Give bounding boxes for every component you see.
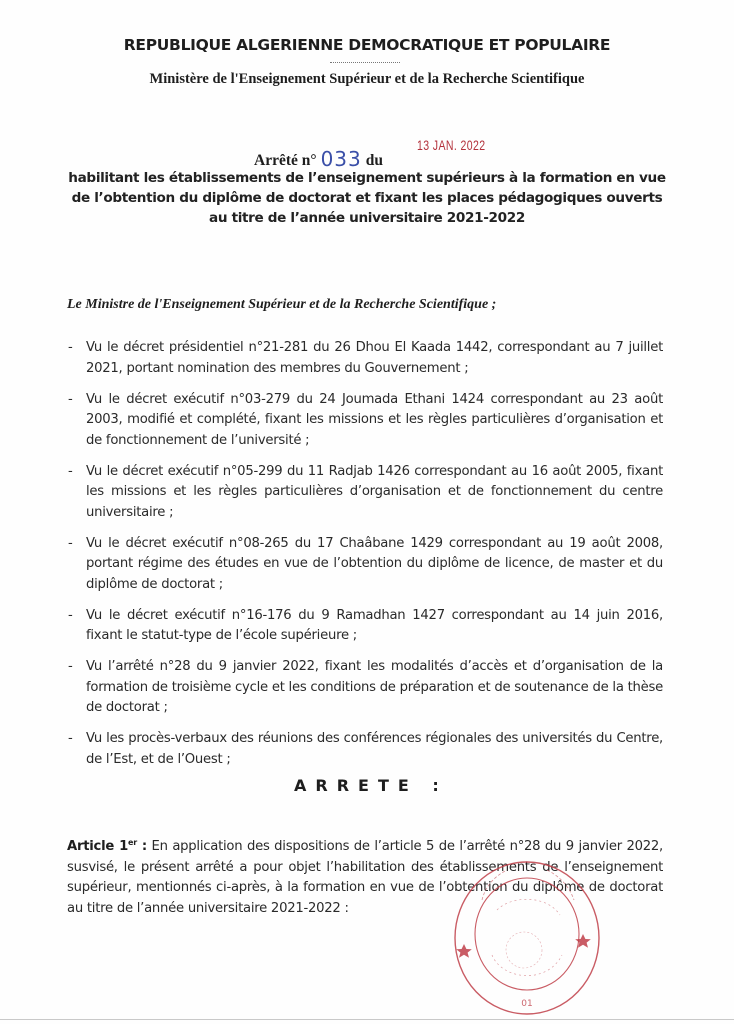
- subject-line: de l’obtention du diplôme de doctorat et fixant les places pédagogiques ouverts: [71, 190, 663, 206]
- bullet-dash-icon: -: [68, 659, 73, 674]
- bullet-dash-icon: -: [68, 340, 73, 355]
- minister-line: Le Ministre de l'Enseignement Supérieur et de la Recherche Scientifique ;: [67, 297, 497, 312]
- article-1: [67, 833, 663, 919]
- visa-text: Vu le décret exécutif n°03-279 du 24 Joumada Ethani 1424 correspondant au 23 août 2003, modifié et complété, fixant les missions et les règles particulières d’organisation et de fonctionnement de l’université ;: [86, 391, 663, 448]
- visa-text: Vu le décret exécutif n°16-176 du 9 Ramadhan 1427 correspondant au 14 juin 2016, fixant le statut-type de l’école supérieure ;: [86, 607, 663, 643]
- bullet-dash-icon: -: [68, 535, 73, 551]
- decree-prefix: Arrêté n°: [254, 152, 317, 169]
- article-body: En application des dispositions de l’article 5 de l’arrêté n°28 du 9 janvier 2022, susvisé, le présent arrêté a pour objet l’habilitation des établissements de l’enseignement supérieur, mentionnés ci-après, à la formation en vue de l’obtention du diplôme de doctorat au titre de l’année universitaire 2021-2022 :: [67, 839, 664, 916]
- date-stamp: 13 JAN. 2022: [417, 138, 486, 153]
- subject-line: habilitant les établissements de l’enseignement supérieurs à la formation en vue: [68, 170, 666, 186]
- decree-number-handwritten: 033: [320, 147, 362, 171]
- ministry-heading: Ministère de l'Enseignement Supérieur et de la Recherche Scientifique: [149, 71, 585, 87]
- visa-item: [67, 534, 663, 596]
- visa-text: Vu les procès-verbaux des réunions des conférences régionales des universités du Centre, de l’Est, et de l’Ouest ;: [86, 731, 663, 767]
- page-bottom-edge: [0, 1019, 734, 1020]
- visa-text: Vu le décret exécutif n°08-265 du 17 Chaâbane 1429 correspondant au 19 août 2008, portant régime des études en vue de l’obtention du diplôme de licence, de master et du diplôme de doctorat ;: [86, 535, 663, 592]
- visa-text: Vu le décret exécutif n°05-299 du 11 Radjab 1426 correspondant au 16 août 2005, fixant les missions et les règles particulières d’organisation et de fonctionnement du centre universitaire ;: [86, 463, 663, 520]
- visa-text: Vu le décret présidentiel n°21-281 du 26 Dhou El Kaada 1442, correspondant au 7 juillet 2021, portant nomination des membres du Gouvernement ;: [86, 340, 663, 376]
- bullet-dash-icon: -: [68, 731, 73, 746]
- visa-list: [67, 338, 663, 781]
- article-label: [67, 839, 147, 854]
- article-label-text: Article 1: [67, 839, 129, 854]
- country-heading: REPUBLIQUE ALGERIENNE DEMOCRATIQUE ET POPULAIRE: [123, 36, 611, 54]
- visa-item: [67, 657, 663, 719]
- seal-number: 01: [521, 999, 533, 1009]
- bullet-dash-icon: -: [68, 463, 73, 479]
- visa-item: [67, 390, 663, 452]
- header-divider: [330, 62, 400, 63]
- visa-item: [67, 462, 663, 524]
- decree-number-line: [254, 146, 383, 170]
- decree-du: du: [365, 152, 384, 169]
- visa-item: [67, 729, 663, 770]
- article-label-sup: er: [128, 838, 137, 847]
- decree-heading: ARRETE :: [294, 776, 448, 795]
- decree-subject: [60, 168, 674, 228]
- bullet-dash-icon: -: [68, 607, 73, 623]
- visa-text: Vu l’arrêté n°28 du 9 janvier 2022, fixant les modalités d’accès et d’organisation de la formation de troisième cycle et les conditions de préparation et de soutenance de la thèse de doctorat ;: [86, 659, 663, 715]
- article-label-sep: :: [136, 839, 147, 854]
- visa-item: [67, 338, 663, 379]
- bullet-dash-icon: -: [68, 391, 73, 407]
- subject-line: au titre de l’année universitaire 2021-2022: [209, 210, 525, 226]
- visa-item: [67, 606, 663, 647]
